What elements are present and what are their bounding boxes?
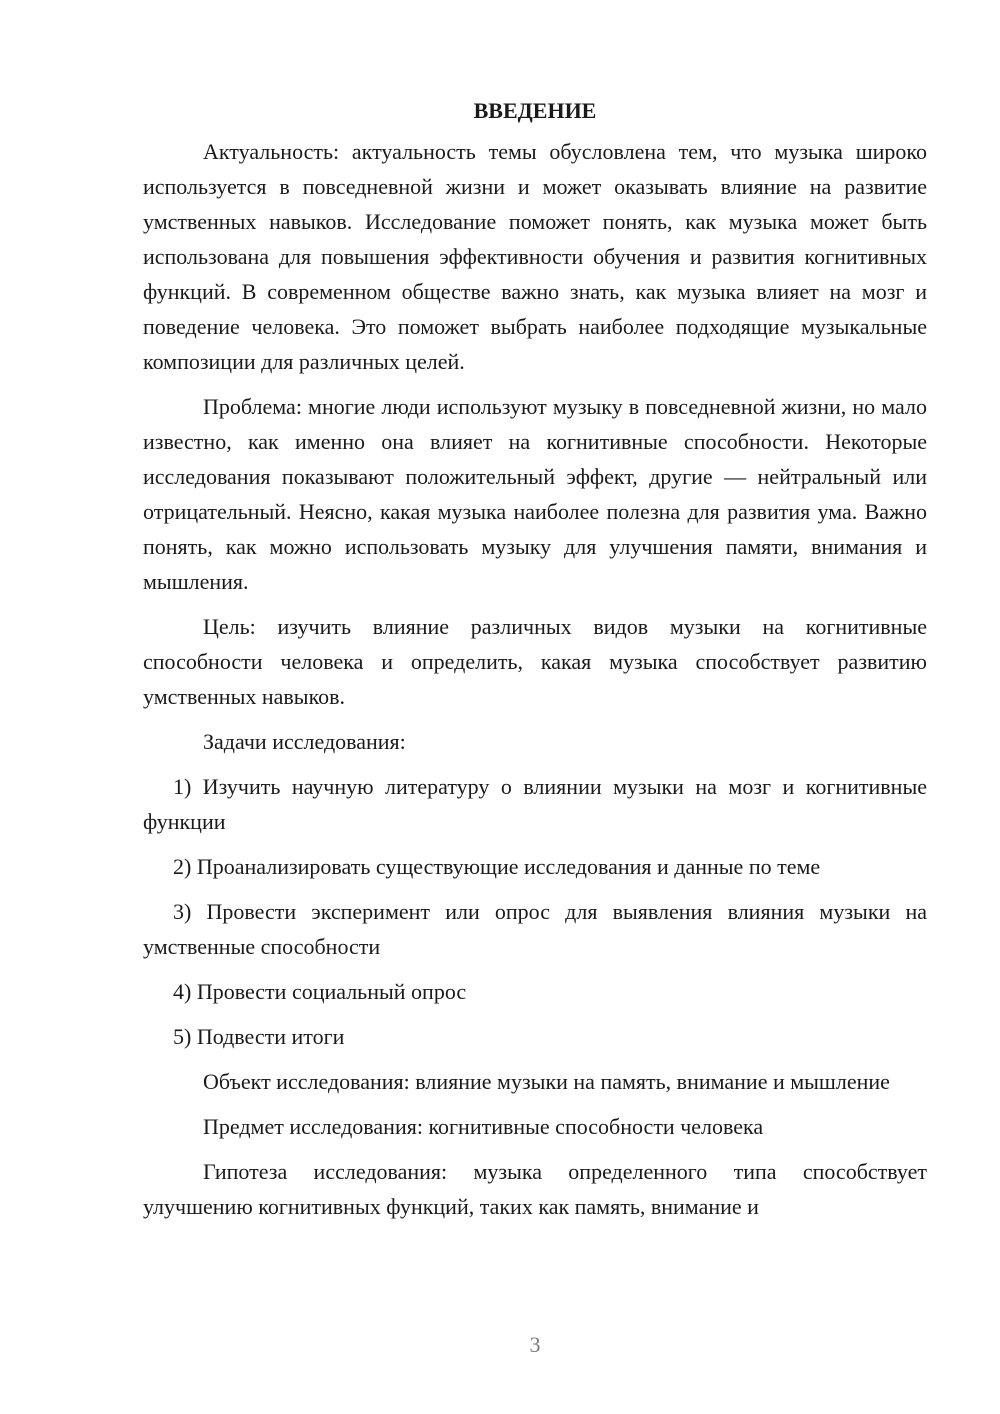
task-item: 3) Провести эксперимент или опрос для выявления влияния музыки на умственные способности	[143, 899, 927, 959]
paragraph-problem: Проблема: многие люди используют музыку в повседневной жизни, но мало известно, как именно она влияет на когнитивные способности. Некоторые исследования показывают положительный эффект, другие — нейтральный или отрицательный. Неясно, какая музыка наиболее полезна для развития ума. Важно понять, как можно использовать музыку для улучшения памяти, внимания и мышления.	[143, 394, 927, 594]
paragraph-subject: Предмет исследования: когнитивные способности человека	[203, 1114, 764, 1139]
paragraph-goal: Цель: изучить влияние различных видов музыки на когнитивные способности человека и определить, какая музыка способствует развитию умственных навыков.	[143, 614, 927, 709]
task-item: 4) Провести социальный опрос	[173, 979, 467, 1004]
paragraph-object: Объект исследования: влияние музыки на память, внимание и мышление	[203, 1069, 890, 1094]
document-page	[143, 92, 927, 1234]
page-number: 3	[529, 1332, 541, 1357]
tasks-list	[143, 769, 927, 1054]
task-item: 2) Проанализировать существующие исследования и данные по теме	[173, 854, 821, 879]
task-item: 5) Подвести итоги	[173, 1024, 345, 1049]
task-item: 1) Изучить научную литературу о влиянии музыки на мозг и когнитивные функции	[143, 774, 927, 834]
paragraph-hypothesis: Гипотеза исследования: музыка определенного типа способствует улучшению когнитивных функций, таких как память, внимание и	[143, 1159, 927, 1219]
paragraph-relevance: Актуальность: актуальность темы обусловлена тем, что музыка широко используется в повседневной жизни и может оказывать влияние на развитие умственных навыков. Исследование поможет понять, как музыка может быть использована для повышения эффективности обучения и развития когнитивных функций. В современном обществе важно знать, как музыка влияет на мозг и поведение человека. Это поможет выбрать наиболее подходящие музыкальные композиции для различных целей.	[143, 139, 927, 374]
paragraph-tasks-intro: Задачи исследования:	[203, 729, 406, 754]
section-heading: ВВЕДЕНИЕ	[473, 98, 597, 123]
